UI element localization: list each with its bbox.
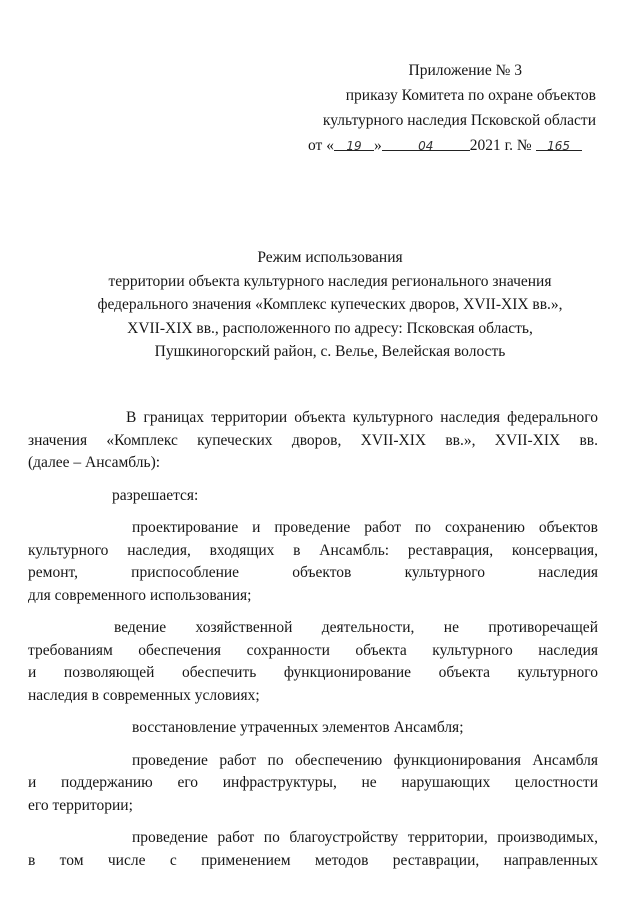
heading-line-3: федерального значения «Комплекс купеческих дворов, XVII-XIX вв.», [97,296,563,313]
paragraph-intro [28,407,598,475]
paragraph-infrastructure [28,750,598,818]
heading-line-5: Пушкиногорский район, с. Велье, Велейская волость [154,343,506,360]
order-number-field [536,133,582,151]
paragraph-line: в том числе с применением методов реставрации, направленных [28,851,598,869]
paragraph-line: (далее – Ансамбль): [28,454,161,471]
paragraph-line: ведение хозяйственной деятельности, не противоречащей [114,619,598,636]
paragraph-line: ремонт, приспособление объектов культурного наследия [28,564,598,581]
appendix-title: Приложение № 3 [408,62,522,79]
appendix-committee-line: культурного наследия Псковской области [322,112,596,129]
date-mid: » [373,137,382,154]
document-heading [60,246,600,364]
handwritten-month: 04 [418,139,434,153]
paragraph-line: требованиям обеспечения сохранности объекта культурного наследия [28,641,598,659]
heading-line-4: XVII-XIX вв., расположенного по адресу: Псковская область, [127,319,533,337]
heading-line-1: Режим использования [257,249,403,266]
paragraph-line: восстановление утраченных элементов Ансамбля; [132,719,464,736]
paragraph-landscaping [28,827,598,872]
paragraph-line: В границах территории объекта культурного наследия федерального [126,409,598,426]
paragraph-economic-activity [28,617,598,707]
paragraph-permitted [92,485,598,508]
handwritten-day: 19 [346,139,362,153]
paragraph-restoration [92,717,598,740]
permitted-label: разрешается: [112,486,199,504]
paragraph-line: и позволяющей обеспечить функционирование объекта культурного [28,664,598,681]
appendix-header [296,58,596,158]
paragraph-line: и поддержанию его инфраструктуры, не нарушающих целостности [28,774,598,791]
paragraph-line: наследия в современных условиях; [28,686,260,704]
paragraph-line: проведение работ по благоустройству территории, производимых, [132,829,598,846]
paragraph-design-works [28,517,598,607]
paragraph-line: для современного использования; [28,586,252,604]
date-prefix: от « [308,137,334,154]
document-body [28,407,598,882]
paragraph-line: значения «Комплекс купеческих дворов, XVII-XIX вв.», XVII-XIX вв. [28,431,598,449]
date-year: 2021 г. № [469,137,532,154]
date-day-field [334,133,374,151]
heading-line-2: территории объекта культурного наследия регионального значения [108,272,552,290]
date-month-field [382,133,470,151]
appendix-date-line [296,133,596,158]
paragraph-line: культурного наследия, входящих в Ансамбль: реставрация, консервация, [28,541,598,559]
paragraph-line: проектирование и проведение работ по сохранению объектов [132,519,598,536]
handwritten-number: 165 [547,139,571,153]
appendix-order-line: приказу Комитета по охране объектов [345,87,596,104]
paragraph-line: его территории; [28,796,133,814]
paragraph-line: проведение работ по обеспечению функционирования Ансамбля [132,751,598,769]
